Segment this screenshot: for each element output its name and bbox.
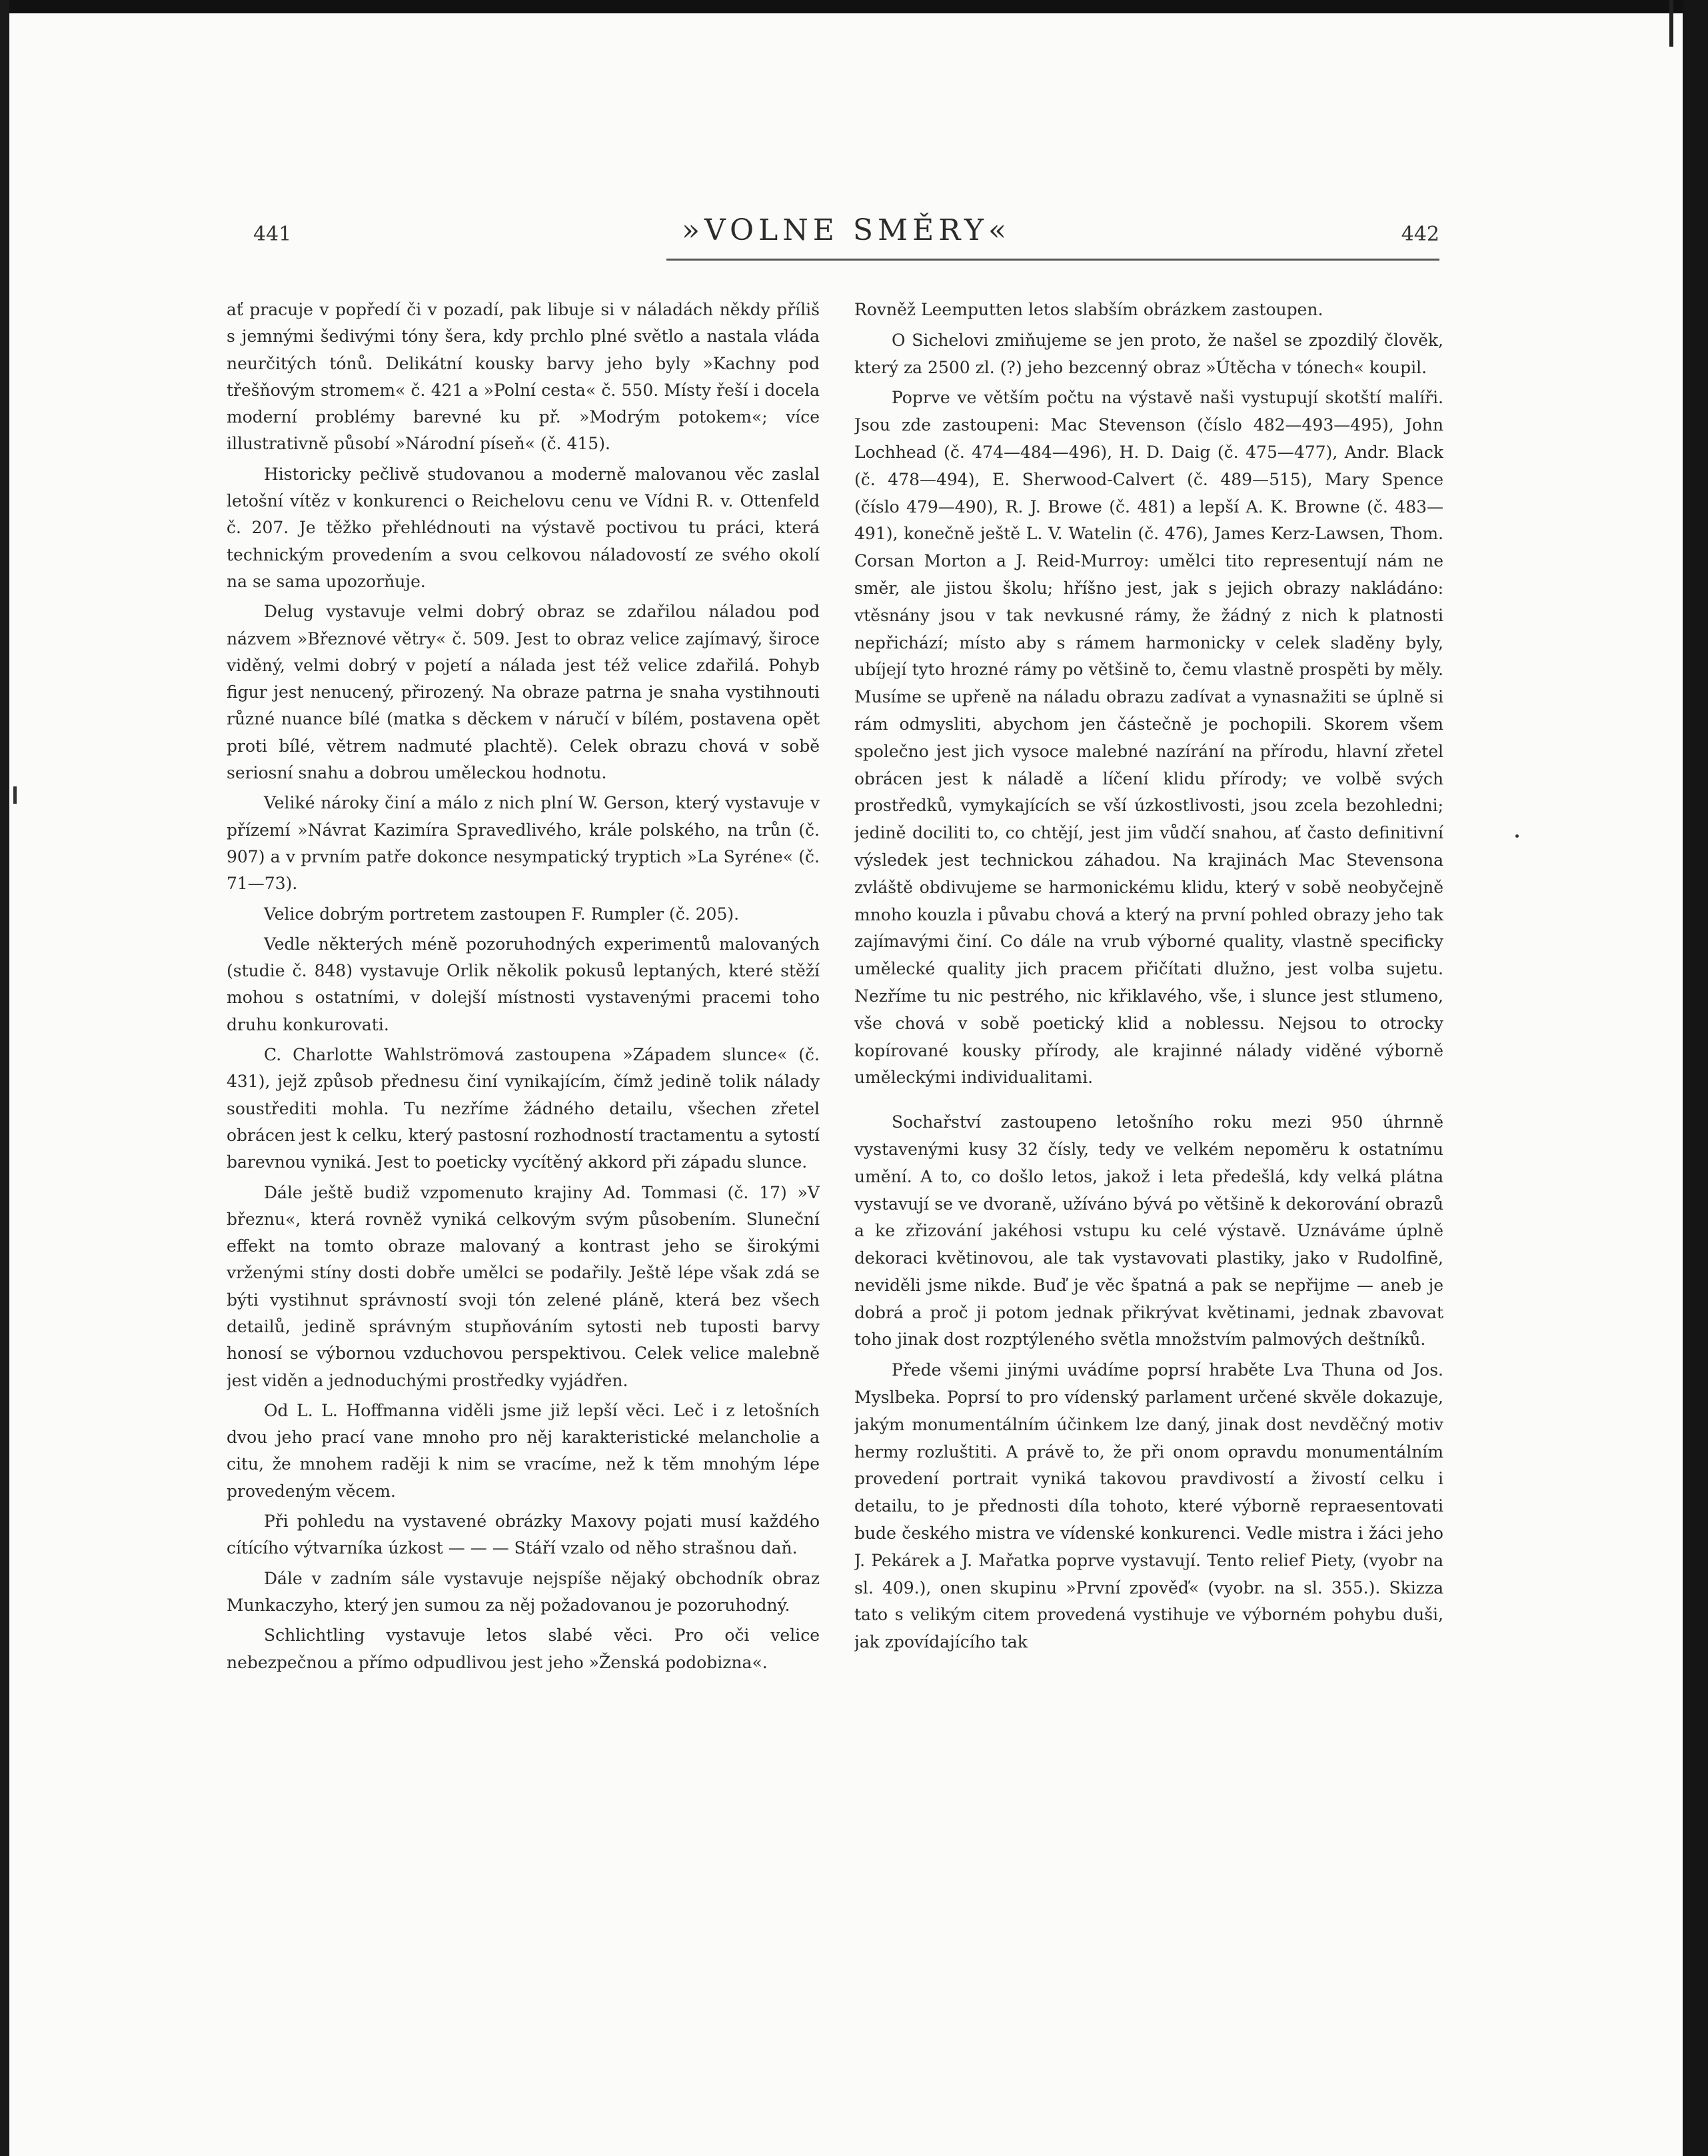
page-number-right: 442 [1401,223,1439,246]
paragraph: Při pohledu na vystavené obrázky Maxovy pojati musí každého cítícího výtvarníka úzkost — — — Stáří vzalo od něho strašnou daň. [227,1512,820,1558]
running-title: »VOLNE SMĚRY« [682,213,1011,247]
paragraph: Rovněž Leemputten letos slabším obrázkem zastoupen. [854,300,1323,319]
paragraph: Dále v zadním sále vystavuje nejspíše nějaký obchodník obraz Munkaczyho, který jen sumou za něj požadovanou je pozoruhodný. [227,1568,820,1615]
margin-mark-left [13,786,17,804]
paragraph: Veliké nároky činí a málo z nich plní W. Gerson, který vystavuje v přízemí »Návrat Kazimíra Spravedlivého, krále polského, na trůn (č. 907) a v prvním patře dokonce nesympatický tryptich »La Syréne« (č. 71—73). [227,793,820,894]
paragraph: Poprve ve větším počtu na výstavě naši vystupují skotští malíři. Jsou zde zastoupeni: Mac Stevenson (číslo 482—493—495), John Lochhead (č. 474—484—496), H. D. Daig (č. 475—477), Andr. Black (č. 478—494), E. Sherwood-Calvert (č. 489—515), Mary Spence (číslo 479—490), R. J. Browe (č. 481) a lepší A. K. Browne (č. 483—491), konečně ještě L. V. Watelin (č. 476), James Kerz-Lawsen, Thom. Corsan Morton a J. Reid-Murroy: umělci tito representují nám ne směr, ale jistou školu; hříšno jest, jak s jejich obrazy nakládáno: vtěsnány jsou v tak nevkusné rámy, že žádný z nich k platnosti nepřichází; místo aby s rámem harmonicky v celek sladěny byly, ubíjejí tyto hrozné rámy po většině to, čemu vlastně prospěti by měly. Musíme se upřeně na náladu obrazu zadívat a vynasnažiti se úplně si rám odmysliti, abychom jen částečně je pochopili. Skorem všem společno jest jich vysoce malebné nazírání na přírodu, hlavní zřetel obrácen jest k náladě a líčení klidu přírody; ve volbě svých prostředků, vymykajících se vší úzkostlivosti, jsou zcela bezohledni; jedině dociliti to, co chtějí, jest jim vůdčí snahou, ať často definitivní výsledek jest technickou záhadou. Na krajinách Mac Stevensona zvláště obdivujeme se harmonickému klidu, který v sobě neobyčejně mnoho kouzla i půvabu chová a který na první pohled obrazy jeho tak zajímavými činí. Co dále na vrub výborné quality, vlastně specificky umělecké quality jich pracem přičítati dlužno, jest volba sujetu. Nezříme tu nic pestrého, nic křiklavého, vše, i slunce jest stlumeno, vše chová v sobě poetický klid a noblessu. Nejsou to otrocky kopírované kousky přírody, ale krajinné nálady viděné výborně uměleckými individualitami. [854,388,1443,1088]
scan-edge-mark [1669,0,1673,47]
paragraph: Velice dobrým portretem zastoupen F. Rumpler (č. 205). [264,904,740,924]
paragraph: Delug vystavuje velmi dobrý obraz se zdařilou náladou pod názvem »Březnové větry« č. 509. Jest to obraz velice zajímavý, široce viděný, velmi dobrý v pojetí a nálada jest též velice zdařilá. Pohyb figur jest nenucený, přirozený. Na obraze patrna je snaha vystihnouti různé nuance bílé (matka s děckem v náručí v bílém, postavena opět proti bílé, větrem nadmuté plachtě). Celek obrazu chová v sobě seriosní snahu a dobrou uměleckou hodnotu. [227,602,820,783]
paragraph: C. Charlotte Wahlströmová zastoupena »Západem slunce« (č. 431), jejž způsob přednesu činí vynikajícím, čímž jedině tolik nálady soustřediti mohla. Tu nezříme žádného detailu, všechen zřetel obrácen jest k celku, který pastosní rozhodností tractamentu a sytostí barevnou vyniká. Jest to poeticky vycítěný akkord při západu slunce. [227,1045,820,1172]
paragraph: Historicky pečlivě studovanou a moderně malovanou věc zaslal letošní vítěz v konkurenci o Reichelovu cenu ve Vídni R. v. Ottenfeld č. 207. Je těžko přehlédnouti na výstavě poctivou tu práci, která technickým provedením a svou celkovou náladovostí ze svého okolí na se sama upozorňuje. [227,464,820,591]
scan-border-top [0,0,1708,13]
scan-border-left [0,0,9,2156]
paragraph: Schlichtling vystavuje letos slabé věci. Pro oči velice nebezpečnou a přímo odpudlivou jest jeho »Ženská podobizna«. [227,1625,820,1672]
margin-mark-right [1515,834,1519,838]
right-column [854,297,1443,1909]
header-rule [666,259,1439,261]
left-column [227,297,820,1909]
scan-border-right [1683,0,1708,2156]
paragraph: Sochařství zastoupeno letošního roku mezi 950 úhrnně vystavenými kusy 32 čísly, tedy ve velkém nepoměru k ostatnímu umění. A to, co došlo letos, jakož i leta předešlá, kdy velká plátna vystavují se ve dvoraně, užíváno bývá po většině k dekorování obrazů a ke zřizování jakéhosi vstupu ku celé výstavě. Uznáváme úplně dekoraci květinovou, ale tak vystavovati plastiky, jako v Rudolfině, neviděli jsme nikde. Buď je věc špatná a pak se nepřijme — aneb je dobrá a proč ji potom jednak přikrývat květinami, jednak zbavovat toho jinak dost rozptýleného světla množstvím palmových deštníků. [854,1112,1443,1350]
paragraph: O Sichelovi zmiňujeme se jen proto, že našel se zpozdilý člověk, který za 2500 zl. (?) jeho bezcenný obraz »Útěcha v tónech« koupil. [854,330,1443,377]
paragraph: ať pracuje v popředí či v pozadí, pak libuje si v náladách někdy příliš s jemnými šedivými tóny šera, kdy prchlo plné světlo a nastala vláda neurčitých tónů. Delikátní kousky barvy jeho byly »Kachny pod třešňovým stromem« č. 421 a »Polní cesta« č. 550. Místy řeší i docela moderní problémy barevné ku př. »Modrým potokem«; více illustrativně působí »Národní píseň« (č. 415). [227,300,820,454]
page-header [253,213,1439,253]
paragraph: Vedle některých méně pozoruhodných experimentů malovaných (studie č. 848) vystavuje Orlik několik pokusů leptaných, které stěží mohou s ostatními, v dolejší místnosti vystavenými pracemi toho druhu konkurovati. [227,934,820,1034]
page-number-left: 441 [253,223,292,246]
paragraph: Dále ještě budiž vzpomenuto krajiny Ad. Tommasi (č. 17) »V březnu«, která rovněž vyniká celkovým svým působením. Sluneční effekt na tomto obraze malovaný a kontrast jeho se širokými vrženými stíny dosti dobře umělci se podařily. Ještě lépe však zdá se býti vystihnut správností svoji tón zelené pláně, která bez všech detailů, jedině správným stupňováním sytosti neb tuposti barvy honosí se výbornou vzduchovou perspektivou. Celek velice malebně jest viděn a jednoduchými prostředky vyjádřen. [227,1182,820,1390]
paragraph: Přede všemi jinými uvádíme poprsí hraběte Lva Thuna od Jos. Myslbeka. Poprsí to pro vídenský parlament určené skvěle dokazuje, jakým monumentálním účinkem lze daný, jinak dost nevděčný motiv hermy rozluštiti. A právě to, že při onom opravdu monumentálním provedení portrait vyniká takovou pravdivostí a živostí celku i detailu, to je přednosti díla tohoto, které výborně repraesentovati bude českého mistra ve vídenské konkurenci. Vedle mistra i žáci jeho J. Pekárek a J. Mařatka poprve vystavují. Tento relief Piety, (vyobr na sl. 409.), onen skupinu »První zpověď« (vyobr. na sl. 355.). Skizza tato s velikým citem provedená vystihuje ve výborném pohybu duši, jak zpovídajícího tak [854,1360,1443,1652]
paragraph: Od L. L. Hoffmanna viděli jsme již lepší věci. Leč i z letošních dvou jeho prací vane mnoho pro něj karakteristické melancholie a citu, že mnohem raději k nim se vracíme, než k těm mnohým lépe provedeným věcem. [227,1400,820,1501]
